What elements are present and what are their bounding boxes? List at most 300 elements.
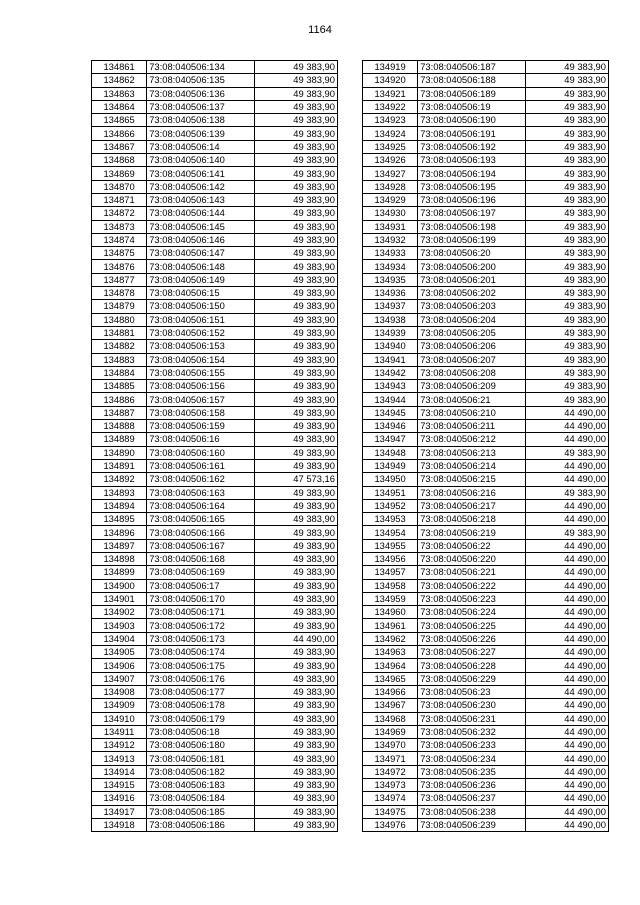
value-cell: 49 383,90 — [254, 752, 337, 765]
cadastral-number-cell: 73:08:040506:235 — [418, 765, 525, 778]
table-row — [363, 659, 609, 672]
value-cell: 44 490,00 — [525, 685, 608, 698]
row-id-cell: 134867 — [92, 140, 147, 153]
table-row — [363, 380, 609, 393]
row-id-cell: 134942 — [363, 366, 418, 379]
table-row — [92, 592, 338, 605]
table-row — [92, 526, 338, 539]
value-cell: 49 383,90 — [525, 446, 608, 459]
table-row — [92, 659, 338, 672]
value-cell: 44 490,00 — [525, 818, 608, 831]
cadastral-number-cell: 73:08:040506:171 — [147, 606, 254, 619]
value-cell: 49 383,90 — [254, 699, 337, 712]
table-row — [363, 74, 609, 87]
cadastral-number-cell: 73:08:040506:19 — [418, 100, 525, 113]
row-id-cell: 134910 — [92, 712, 147, 725]
value-cell: 49 383,90 — [254, 260, 337, 273]
row-id-cell: 134932 — [363, 233, 418, 246]
cadastral-number-cell: 73:08:040506:167 — [147, 539, 254, 552]
cadastral-number-cell: 73:08:040506:214 — [418, 459, 525, 472]
table-row — [363, 167, 609, 180]
row-id-cell: 134969 — [363, 725, 418, 738]
row-id-cell: 134863 — [92, 87, 147, 100]
value-cell: 49 383,90 — [254, 366, 337, 379]
value-cell: 44 490,00 — [525, 739, 608, 752]
row-id-cell: 134911 — [92, 725, 147, 738]
table-row — [92, 380, 338, 393]
value-cell: 44 490,00 — [525, 672, 608, 685]
value-cell: 49 383,90 — [254, 313, 337, 326]
table-row — [92, 180, 338, 193]
row-id-cell: 134941 — [363, 353, 418, 366]
value-cell: 49 383,90 — [254, 513, 337, 526]
table-row — [92, 247, 338, 260]
table-row — [363, 180, 609, 193]
table-row — [363, 247, 609, 260]
row-id-cell: 134918 — [92, 818, 147, 831]
cadastral-number-cell: 73:08:040506:227 — [418, 646, 525, 659]
value-cell: 44 490,00 — [525, 699, 608, 712]
value-cell: 44 490,00 — [525, 499, 608, 512]
row-id-cell: 134948 — [363, 446, 418, 459]
row-id-cell: 134877 — [92, 273, 147, 286]
value-cell: 44 490,00 — [525, 779, 608, 792]
value-cell: 49 383,90 — [254, 273, 337, 286]
value-cell: 49 383,90 — [254, 526, 337, 539]
value-cell: 49 383,90 — [254, 765, 337, 778]
value-cell: 44 490,00 — [525, 632, 608, 645]
row-id-cell: 134963 — [363, 646, 418, 659]
value-cell: 49 383,90 — [525, 193, 608, 206]
table-row — [92, 712, 338, 725]
value-cell: 49 383,90 — [254, 420, 337, 433]
table-row — [363, 220, 609, 233]
row-id-cell: 134928 — [363, 180, 418, 193]
row-id-cell: 134894 — [92, 499, 147, 512]
cadastral-number-cell: 73:08:040506:135 — [147, 74, 254, 87]
cadastral-number-cell: 73:08:040506:237 — [418, 792, 525, 805]
table-row — [92, 140, 338, 153]
row-id-cell: 134970 — [363, 739, 418, 752]
cadastral-number-cell: 73:08:040506:189 — [418, 87, 525, 100]
table-row — [92, 646, 338, 659]
row-id-cell: 134950 — [363, 473, 418, 486]
table-row — [363, 340, 609, 353]
value-cell: 49 383,90 — [254, 340, 337, 353]
value-cell: 49 383,90 — [254, 233, 337, 246]
row-id-cell: 134935 — [363, 273, 418, 286]
row-id-cell: 134897 — [92, 539, 147, 552]
value-cell: 44 490,00 — [525, 579, 608, 592]
cadastral-number-cell: 73:08:040506:134 — [147, 61, 254, 74]
cadastral-number-cell: 73:08:040506:239 — [418, 818, 525, 831]
cadastral-number-cell: 73:08:040506:187 — [418, 61, 525, 74]
cadastral-number-cell: 73:08:040506:146 — [147, 233, 254, 246]
row-id-cell: 134954 — [363, 526, 418, 539]
value-cell: 44 490,00 — [525, 513, 608, 526]
row-id-cell: 134902 — [92, 606, 147, 619]
value-cell: 49 383,90 — [254, 566, 337, 579]
cadastral-number-cell: 73:08:040506:137 — [147, 100, 254, 113]
row-id-cell: 134875 — [92, 247, 147, 260]
value-cell: 49 383,90 — [254, 818, 337, 831]
value-cell: 49 383,90 — [254, 805, 337, 818]
table-row — [92, 672, 338, 685]
table-row — [363, 566, 609, 579]
table-row — [92, 499, 338, 512]
value-cell: 44 490,00 — [525, 725, 608, 738]
table-row — [92, 366, 338, 379]
value-cell: 49 383,90 — [525, 393, 608, 406]
table-row — [363, 552, 609, 565]
table-row — [363, 632, 609, 645]
value-cell: 44 490,00 — [525, 606, 608, 619]
table-row — [363, 539, 609, 552]
cadastral-number-cell: 73:08:040506:225 — [418, 619, 525, 632]
value-cell: 44 490,00 — [525, 592, 608, 605]
cadastral-number-cell: 73:08:040506:159 — [147, 420, 254, 433]
value-cell: 49 383,90 — [254, 87, 337, 100]
table-row — [92, 313, 338, 326]
value-cell: 49 383,90 — [525, 61, 608, 74]
register-table-left — [91, 60, 338, 832]
table-row — [92, 287, 338, 300]
row-id-cell: 134938 — [363, 313, 418, 326]
value-cell: 49 383,90 — [254, 499, 337, 512]
cadastral-number-cell: 73:08:040506:238 — [418, 805, 525, 818]
cadastral-number-cell: 73:08:040506:149 — [147, 273, 254, 286]
row-id-cell: 134874 — [92, 233, 147, 246]
cadastral-number-cell: 73:08:040506:164 — [147, 499, 254, 512]
cadastral-number-cell: 73:08:040506:162 — [147, 473, 254, 486]
cadastral-number-cell: 73:08:040506:224 — [418, 606, 525, 619]
cadastral-number-cell: 73:08:040506:20 — [418, 247, 525, 260]
table-row — [92, 699, 338, 712]
row-id-cell: 134944 — [363, 393, 418, 406]
value-cell: 44 490,00 — [525, 566, 608, 579]
table-row — [363, 752, 609, 765]
table-row — [92, 725, 338, 738]
value-cell: 44 490,00 — [254, 632, 337, 645]
value-cell: 49 383,90 — [525, 273, 608, 286]
table-row — [92, 632, 338, 645]
row-id-cell: 134956 — [363, 552, 418, 565]
row-id-cell: 134891 — [92, 459, 147, 472]
value-cell: 49 383,90 — [525, 260, 608, 273]
table-row — [363, 619, 609, 632]
row-id-cell: 134937 — [363, 300, 418, 313]
table-row — [92, 566, 338, 579]
row-id-cell: 134873 — [92, 220, 147, 233]
table-row — [92, 779, 338, 792]
row-id-cell: 134947 — [363, 433, 418, 446]
table-row — [92, 100, 338, 113]
cadastral-number-cell: 73:08:040506:185 — [147, 805, 254, 818]
table-row — [92, 739, 338, 752]
row-id-cell: 134917 — [92, 805, 147, 818]
row-id-cell: 134864 — [92, 100, 147, 113]
table-row — [363, 100, 609, 113]
cadastral-number-cell: 73:08:040506:188 — [418, 74, 525, 87]
value-cell: 49 383,90 — [254, 779, 337, 792]
row-id-cell: 134939 — [363, 326, 418, 339]
cadastral-number-cell: 73:08:040506:212 — [418, 433, 525, 446]
value-cell: 44 490,00 — [525, 619, 608, 632]
value-cell: 49 383,90 — [254, 74, 337, 87]
cadastral-number-cell: 73:08:040506:145 — [147, 220, 254, 233]
table-row — [92, 765, 338, 778]
cadastral-number-cell: 73:08:040506:226 — [418, 632, 525, 645]
value-cell: 44 490,00 — [525, 752, 608, 765]
value-cell: 49 383,90 — [254, 725, 337, 738]
value-cell: 49 383,90 — [525, 220, 608, 233]
cadastral-number-cell: 73:08:040506:177 — [147, 685, 254, 698]
cadastral-number-cell: 73:08:040506:223 — [418, 592, 525, 605]
cadastral-number-cell: 73:08:040506:139 — [147, 127, 254, 140]
cadastral-number-cell: 73:08:040506:182 — [147, 765, 254, 778]
cadastral-number-cell: 73:08:040506:152 — [147, 326, 254, 339]
table-row — [363, 313, 609, 326]
value-cell: 49 383,90 — [254, 207, 337, 220]
cadastral-number-cell: 73:08:040506:18 — [147, 725, 254, 738]
value-cell: 49 383,90 — [254, 592, 337, 605]
table-row — [92, 539, 338, 552]
cadastral-number-cell: 73:08:040506:144 — [147, 207, 254, 220]
value-cell: 49 383,90 — [525, 180, 608, 193]
table-row — [92, 446, 338, 459]
row-id-cell: 134916 — [92, 792, 147, 805]
row-id-cell: 134868 — [92, 154, 147, 167]
table-row — [92, 685, 338, 698]
row-id-cell: 134870 — [92, 180, 147, 193]
cadastral-number-cell: 73:08:040506:220 — [418, 552, 525, 565]
row-id-cell: 134930 — [363, 207, 418, 220]
cadastral-number-cell: 73:08:040506:142 — [147, 180, 254, 193]
row-id-cell: 134878 — [92, 287, 147, 300]
table-row — [92, 433, 338, 446]
cadastral-number-cell: 73:08:040506:213 — [418, 446, 525, 459]
row-id-cell: 134881 — [92, 326, 147, 339]
cadastral-number-cell: 73:08:040506:211 — [418, 420, 525, 433]
table-row — [92, 193, 338, 206]
table-row — [363, 473, 609, 486]
cadastral-number-cell: 73:08:040506:201 — [418, 273, 525, 286]
cadastral-number-cell: 73:08:040506:168 — [147, 552, 254, 565]
row-id-cell: 134967 — [363, 699, 418, 712]
value-cell: 49 383,90 — [254, 606, 337, 619]
value-cell: 49 383,90 — [525, 233, 608, 246]
cadastral-number-cell: 73:08:040506:186 — [147, 818, 254, 831]
value-cell: 49 383,90 — [254, 685, 337, 698]
value-cell: 49 383,90 — [525, 167, 608, 180]
cadastral-number-cell: 73:08:040506:176 — [147, 672, 254, 685]
table-row — [92, 353, 338, 366]
row-id-cell: 134908 — [92, 685, 147, 698]
cadastral-number-cell: 73:08:040506:218 — [418, 513, 525, 526]
row-id-cell: 134901 — [92, 592, 147, 605]
row-id-cell: 134892 — [92, 473, 147, 486]
row-id-cell: 134973 — [363, 779, 418, 792]
cadastral-number-cell: 73:08:040506:219 — [418, 526, 525, 539]
value-cell: 49 383,90 — [525, 114, 608, 127]
value-cell: 49 383,90 — [525, 87, 608, 100]
cadastral-number-cell: 73:08:040506:172 — [147, 619, 254, 632]
cadastral-number-cell: 73:08:040506:175 — [147, 659, 254, 672]
value-cell: 44 490,00 — [525, 659, 608, 672]
table-row — [363, 646, 609, 659]
row-id-cell: 134929 — [363, 193, 418, 206]
value-cell: 49 383,90 — [525, 207, 608, 220]
cadastral-number-cell: 73:08:040506:16 — [147, 433, 254, 446]
value-cell: 49 383,90 — [254, 619, 337, 632]
cadastral-number-cell: 73:08:040506:228 — [418, 659, 525, 672]
cadastral-number-cell: 73:08:040506:15 — [147, 287, 254, 300]
row-id-cell: 134953 — [363, 513, 418, 526]
table-row — [92, 579, 338, 592]
table-row — [92, 513, 338, 526]
row-id-cell: 134871 — [92, 193, 147, 206]
row-id-cell: 134922 — [363, 100, 418, 113]
row-id-cell: 134940 — [363, 340, 418, 353]
row-id-cell: 134888 — [92, 420, 147, 433]
table-row — [363, 300, 609, 313]
table-row — [363, 127, 609, 140]
row-id-cell: 134869 — [92, 167, 147, 180]
cadastral-number-cell: 73:08:040506:169 — [147, 566, 254, 579]
table-row — [92, 127, 338, 140]
table-row — [92, 420, 338, 433]
table-row — [363, 805, 609, 818]
value-cell: 44 490,00 — [525, 805, 608, 818]
row-id-cell: 134865 — [92, 114, 147, 127]
table-row — [363, 326, 609, 339]
cadastral-number-cell: 73:08:040506:158 — [147, 406, 254, 419]
row-id-cell: 134890 — [92, 446, 147, 459]
cadastral-number-cell: 73:08:040506:206 — [418, 340, 525, 353]
row-id-cell: 134909 — [92, 699, 147, 712]
cadastral-number-cell: 73:08:040506:155 — [147, 366, 254, 379]
cadastral-number-cell: 73:08:040506:157 — [147, 393, 254, 406]
value-cell: 49 383,90 — [254, 579, 337, 592]
table-row — [92, 792, 338, 805]
value-cell: 49 383,90 — [254, 193, 337, 206]
value-cell: 49 383,90 — [525, 140, 608, 153]
table-row — [363, 579, 609, 592]
row-id-cell: 134945 — [363, 406, 418, 419]
row-id-cell: 134914 — [92, 765, 147, 778]
table-row — [363, 207, 609, 220]
value-cell: 49 383,90 — [525, 366, 608, 379]
cadastral-number-cell: 73:08:040506:221 — [418, 566, 525, 579]
cadastral-number-cell: 73:08:040506:231 — [418, 712, 525, 725]
row-id-cell: 134925 — [363, 140, 418, 153]
cadastral-number-cell: 73:08:040506:232 — [418, 725, 525, 738]
table-row — [92, 406, 338, 419]
table-row — [363, 273, 609, 286]
table-row — [92, 486, 338, 499]
cadastral-number-cell: 73:08:040506:166 — [147, 526, 254, 539]
table-row — [363, 140, 609, 153]
row-id-cell: 134933 — [363, 247, 418, 260]
table-row — [363, 739, 609, 752]
cadastral-number-cell: 73:08:040506:179 — [147, 712, 254, 725]
cadastral-number-cell: 73:08:040506:215 — [418, 473, 525, 486]
row-id-cell: 134898 — [92, 552, 147, 565]
table-row — [363, 393, 609, 406]
row-id-cell: 134972 — [363, 765, 418, 778]
row-id-cell: 134961 — [363, 619, 418, 632]
row-id-cell: 134872 — [92, 207, 147, 220]
value-cell: 49 383,90 — [525, 326, 608, 339]
row-id-cell: 134976 — [363, 818, 418, 831]
table-row — [363, 672, 609, 685]
cadastral-number-cell: 73:08:040506:190 — [418, 114, 525, 127]
cadastral-number-cell: 73:08:040506:156 — [147, 380, 254, 393]
value-cell: 49 383,90 — [254, 393, 337, 406]
cadastral-number-cell: 73:08:040506:192 — [418, 140, 525, 153]
cadastral-number-cell: 73:08:040506:147 — [147, 247, 254, 260]
table-row — [92, 340, 338, 353]
value-cell: 44 490,00 — [525, 765, 608, 778]
value-cell: 49 383,90 — [254, 300, 337, 313]
value-cell: 49 383,90 — [525, 300, 608, 313]
table-row — [92, 167, 338, 180]
cadastral-number-cell: 73:08:040506:203 — [418, 300, 525, 313]
cadastral-number-cell: 73:08:040506:234 — [418, 752, 525, 765]
row-id-cell: 134882 — [92, 340, 147, 353]
row-id-cell: 134923 — [363, 114, 418, 127]
value-cell: 49 383,90 — [254, 114, 337, 127]
table-row — [363, 712, 609, 725]
row-id-cell: 134926 — [363, 154, 418, 167]
cadastral-number-cell: 73:08:040506:17 — [147, 579, 254, 592]
value-cell: 44 490,00 — [525, 473, 608, 486]
table-row — [363, 287, 609, 300]
value-cell: 49 383,90 — [254, 127, 337, 140]
row-id-cell: 134949 — [363, 459, 418, 472]
row-id-cell: 134934 — [363, 260, 418, 273]
value-cell: 49 383,90 — [525, 100, 608, 113]
table-row — [92, 74, 338, 87]
value-cell: 49 383,90 — [525, 287, 608, 300]
row-id-cell: 134951 — [363, 486, 418, 499]
row-id-cell: 134943 — [363, 380, 418, 393]
row-id-cell: 134927 — [363, 167, 418, 180]
table-row — [92, 326, 338, 339]
value-cell: 49 383,90 — [254, 646, 337, 659]
row-id-cell: 134958 — [363, 579, 418, 592]
value-cell: 49 383,90 — [254, 539, 337, 552]
value-cell: 49 383,90 — [254, 659, 337, 672]
cadastral-number-cell: 73:08:040506:181 — [147, 752, 254, 765]
value-cell: 49 383,90 — [254, 486, 337, 499]
value-cell: 49 383,90 — [254, 247, 337, 260]
table-row — [363, 433, 609, 446]
cadastral-number-cell: 73:08:040506:163 — [147, 486, 254, 499]
table-row — [363, 61, 609, 74]
value-cell: 49 383,90 — [254, 406, 337, 419]
row-id-cell: 134887 — [92, 406, 147, 419]
value-cell: 49 383,90 — [254, 712, 337, 725]
table-row — [363, 792, 609, 805]
row-id-cell: 134920 — [363, 74, 418, 87]
value-cell: 49 383,90 — [254, 459, 337, 472]
table-row — [363, 685, 609, 698]
table-row — [92, 752, 338, 765]
value-cell: 44 490,00 — [525, 792, 608, 805]
value-cell: 49 383,90 — [525, 313, 608, 326]
row-id-cell: 134895 — [92, 513, 147, 526]
